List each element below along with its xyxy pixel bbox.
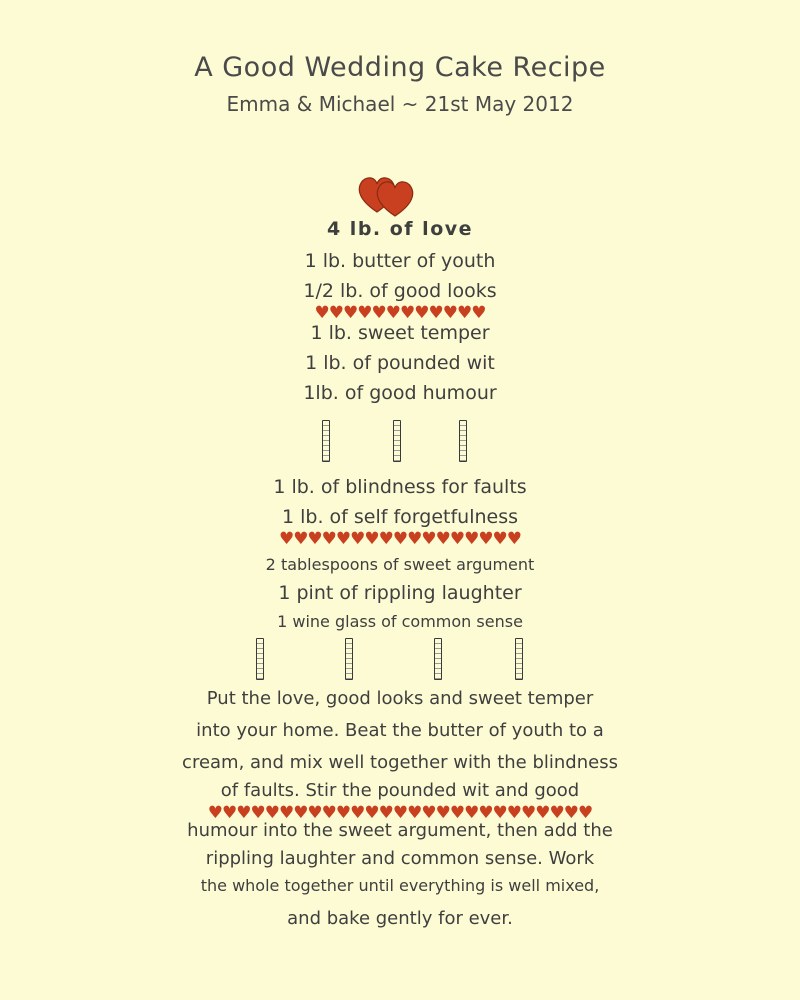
cake-pillar-icon xyxy=(345,638,353,680)
cake-pillar-icon xyxy=(256,638,264,680)
cake-pillar-icon xyxy=(322,420,330,462)
heart-row-icon: ♥♥♥♥♥♥♥♥♥♥♥♥♥♥♥♥♥ xyxy=(278,529,522,549)
method-line: rippling laughter and common sense. Work xyxy=(205,848,595,869)
cake-pillars-top xyxy=(0,420,800,470)
method-line: into your home. Beat the butter of youth to a xyxy=(196,720,604,741)
cake-pillar-icon xyxy=(515,638,523,680)
ingredient-line: 1 lb. of self forgetfulness xyxy=(281,506,519,528)
ingredient-line: 1 wine glass of common sense xyxy=(277,612,523,631)
ingredient-line: 1 pint of rippling laughter xyxy=(278,582,522,604)
method-line: humour into the sweet argument, then add the xyxy=(187,820,613,841)
ingredient-line: 1 lb. butter of youth xyxy=(304,250,496,272)
ingredient-line: 1 lb. sweet temper xyxy=(310,322,490,344)
cake-pillars-bottom xyxy=(0,638,800,688)
method-line: the whole together until everything is well mixed, xyxy=(200,876,600,895)
heart-row-icon: ♥♥♥♥♥♥♥♥♥♥♥♥ xyxy=(314,303,486,323)
cake-pillar-icon xyxy=(434,638,442,680)
ingredient-line: 1 lb. of blindness for faults xyxy=(273,476,527,498)
ingredient-line: 1 lb. of pounded wit xyxy=(305,352,495,374)
cake-pillar-icon xyxy=(393,420,401,462)
method-line: Put the love, good looks and sweet temper xyxy=(206,688,594,709)
heart-row-icon: ♥♥♥♥♥♥♥♥♥♥♥♥♥♥♥♥♥♥♥♥♥♥♥♥♥♥♥ xyxy=(207,803,593,823)
method-line: of faults. Stir the pounded wit and good xyxy=(220,780,580,801)
method-line: cream, and mix well together with the blindness xyxy=(182,752,618,773)
ingredient-line: 1/2 lb. of good looks xyxy=(303,280,497,302)
ingredient-line: 1lb. of good humour xyxy=(303,382,497,404)
method-line: and bake gently for ever. xyxy=(287,908,513,929)
cake-pillar-icon xyxy=(459,420,467,462)
ingredient-line: 2 tablespoons of sweet argument xyxy=(265,555,535,574)
ingredient-line: 4 lb. of love xyxy=(326,218,474,240)
couple-and-date: Emma & Michael ~ 21st May 2012 xyxy=(226,92,574,116)
recipe-title: A Good Wedding Cake Recipe xyxy=(194,52,606,83)
double-heart-icon xyxy=(355,172,425,218)
